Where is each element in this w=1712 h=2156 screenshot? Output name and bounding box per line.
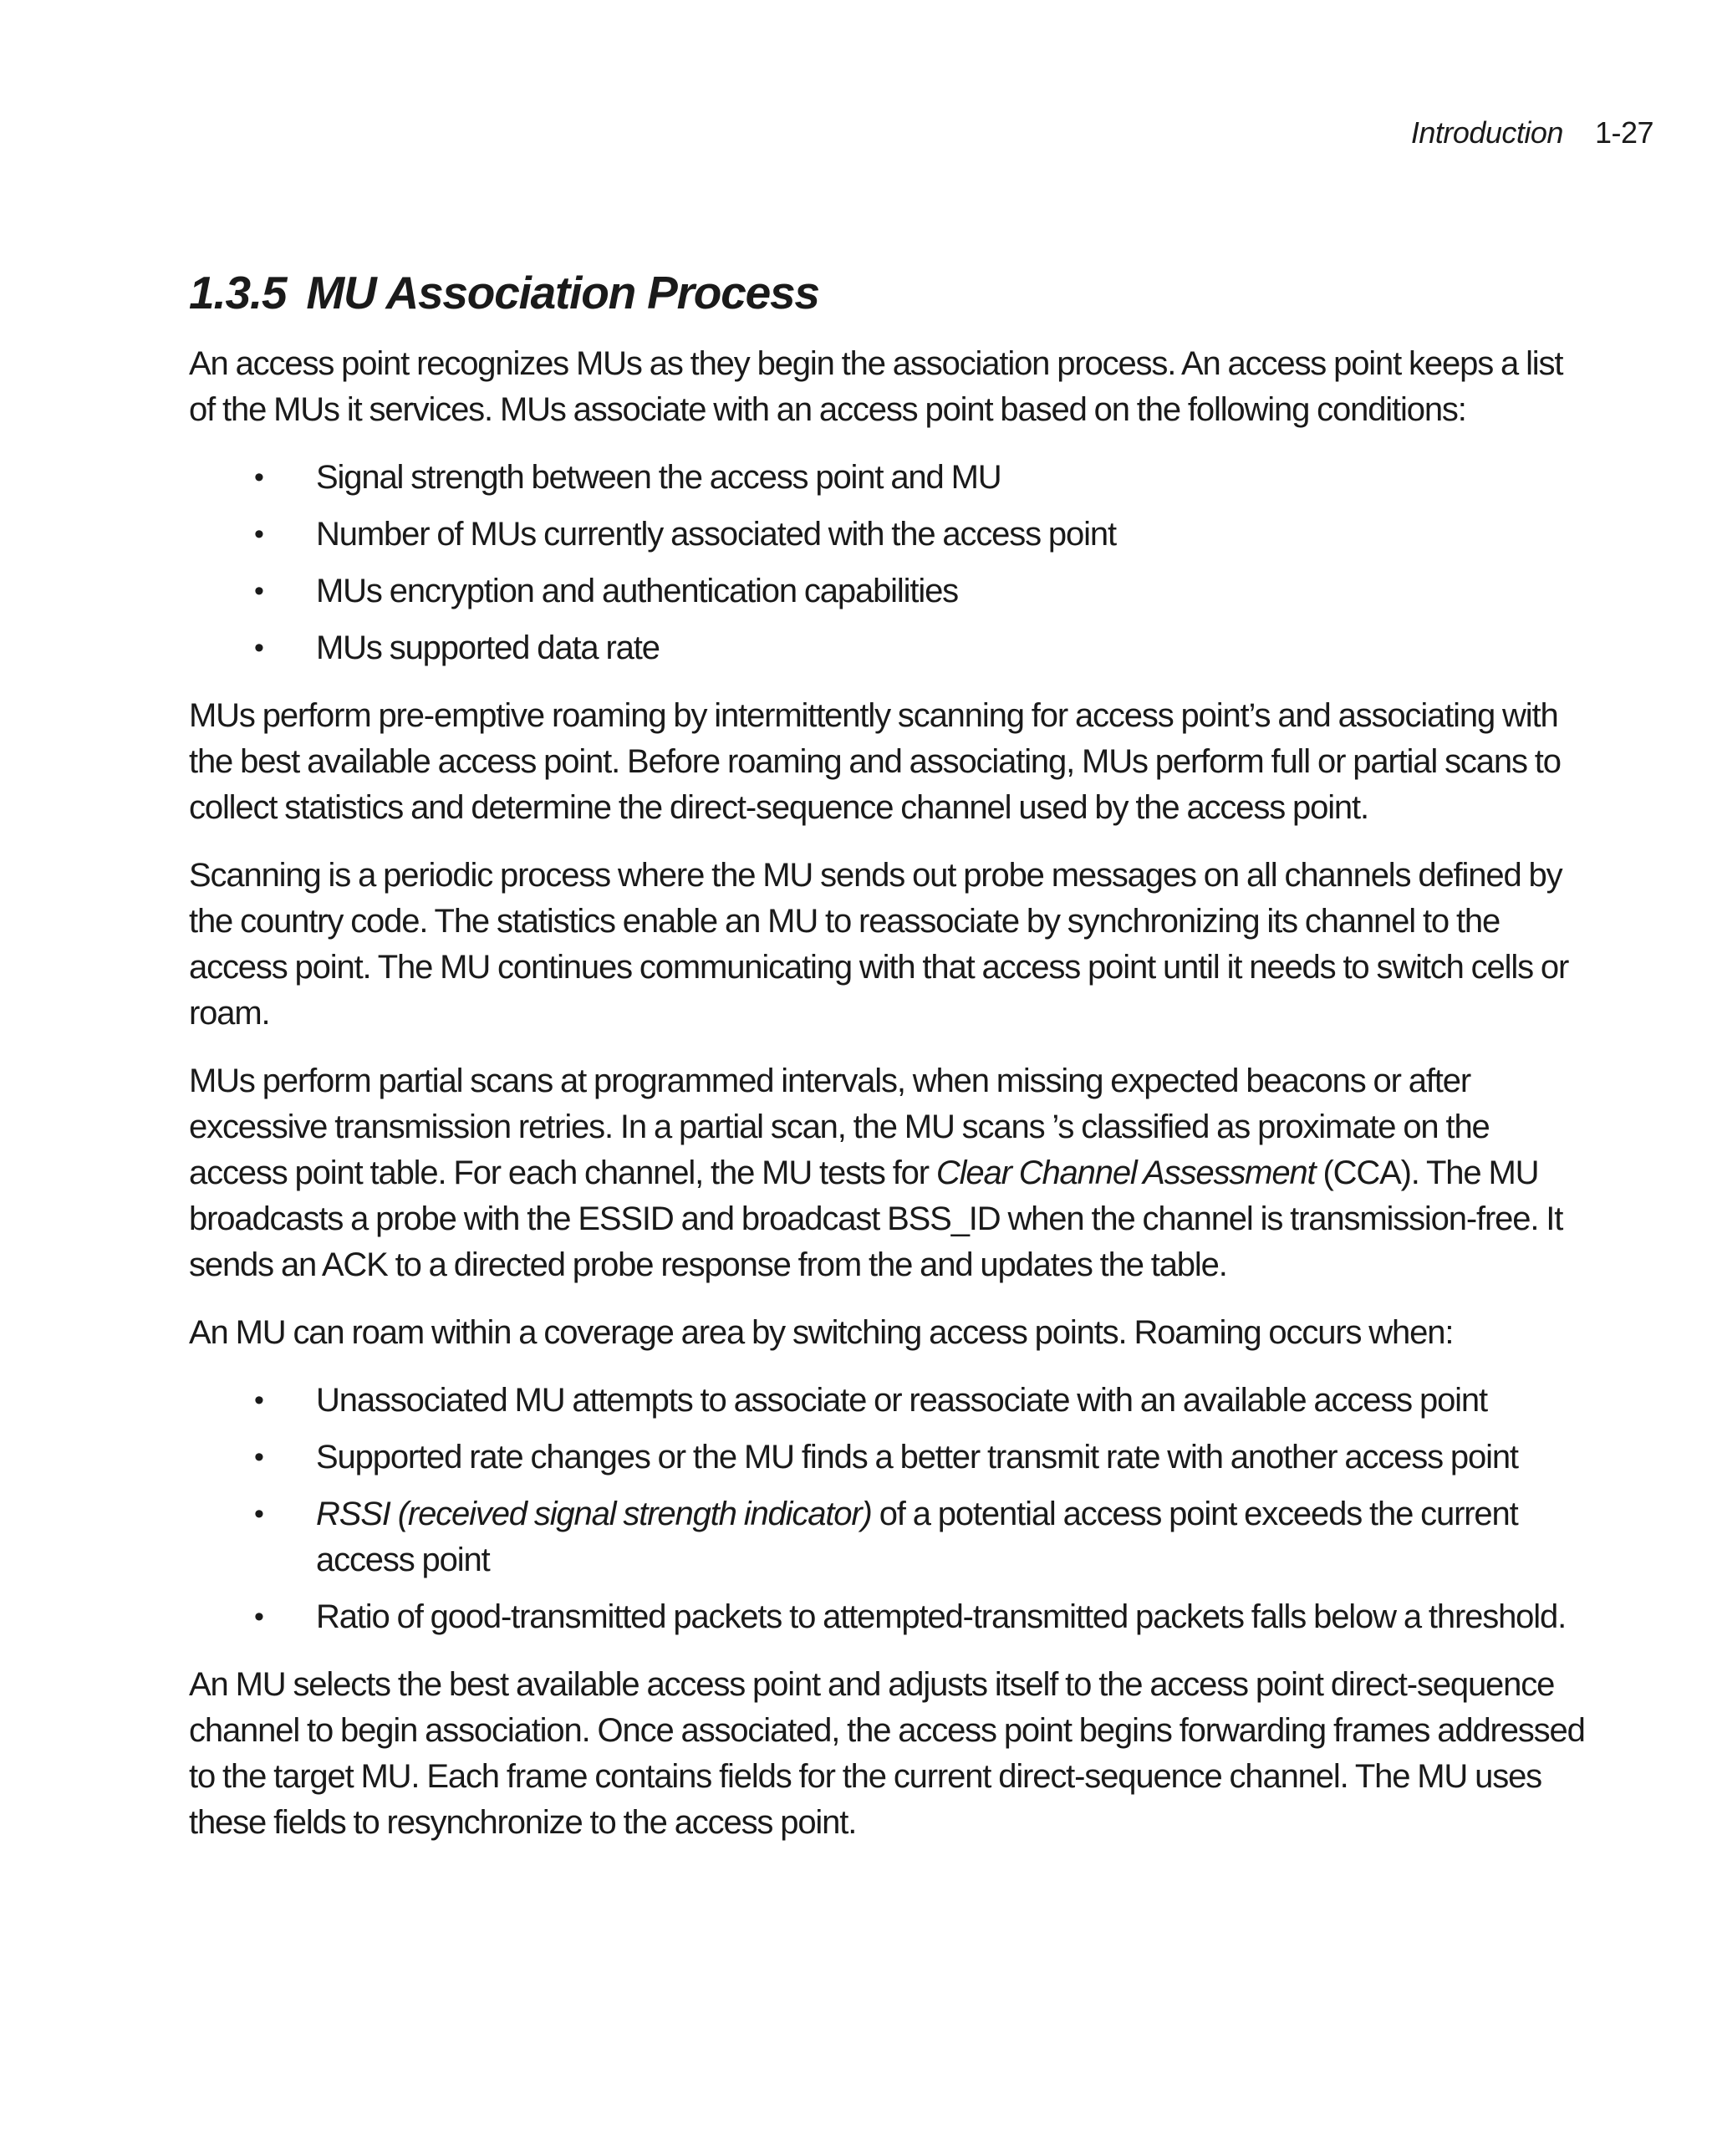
page-body: [189, 266, 1593, 1868]
list-item-text: Unassociated MU attempts to associate or reassociate with an available access point: [316, 1382, 1487, 1419]
partial-scans-text: MUs perform partial scans at programmed intervals, when missing expected beacons or after excessive transmission retries. In a partial scan, the MU scans ’s classified as proximate on the access point table. For each channel, the MU tests for: [189, 1063, 1490, 1191]
section-title: MU Association Process: [306, 267, 819, 319]
list-item-text: of a potential access point exceeds the current access point: [316, 1496, 1518, 1578]
cca-term: Clear Channel Assessment: [935, 1154, 1316, 1191]
list-item-text: MUs supported data rate: [316, 629, 660, 666]
association-conditions-list: [189, 455, 1593, 671]
roaming-conditions-list: [189, 1378, 1593, 1640]
list-item: [189, 1435, 1593, 1481]
paragraph-roaming-intro: An MU can roam within a coverage area by switching access points. Roaming occurs when:: [189, 1314, 1454, 1351]
list-item: [189, 568, 1593, 614]
section-number: 1.3.5: [189, 267, 287, 319]
list-item: [189, 512, 1593, 558]
rssi-term: RSSI (received signal strength indicator): [316, 1496, 872, 1532]
list-item: [189, 1378, 1593, 1424]
list-item: [189, 1491, 1593, 1583]
list-item-text: Supported rate changes or the MU finds a better transmit rate with another access point: [316, 1439, 1518, 1476]
bullet: •: [254, 1384, 263, 1416]
bullet: •: [254, 632, 263, 664]
page-number: 1-27: [1594, 115, 1653, 150]
list-item-text: Number of MUs currently associated with the access point: [316, 516, 1116, 553]
bullet: •: [254, 575, 263, 607]
bullet: •: [254, 1441, 263, 1473]
paragraph-intro: An access point recognizes MUs as they begin the association process. An access point keeps a list of the MUs it services. MUs associate with an access point based on the following conditions:: [189, 345, 1563, 428]
running-header: [1411, 115, 1653, 150]
bullet: •: [254, 1601, 263, 1633]
list-item-text: MUs encryption and authentication capabilities: [316, 573, 959, 609]
list-item-text: Ratio of good-transmitted packets to attempted-transmitted packets falls below a threshold.: [316, 1598, 1567, 1635]
list-item: [189, 625, 1593, 671]
list-item-text: Signal strength between the access point and MU: [316, 459, 1001, 496]
paragraph-preemptive-roaming: MUs perform pre-emptive roaming by intermittently scanning for access point’s and associating with the best available access point. Before roaming and associating, MUs perform full or partial scans to collect statistics and determine the direct-sequence channel used by the access point.: [189, 697, 1561, 826]
paragraph-partial-scans: [189, 1058, 1593, 1288]
list-item: [189, 1594, 1593, 1640]
section-heading: [189, 266, 1593, 319]
header-section-name: Introduction: [1410, 115, 1563, 150]
list-item: [189, 455, 1593, 501]
paragraph-scanning: Scanning is a periodic process where the MU sends out probe messages on all channels defined by the country code. The statistics enable an MU to reassociate by synchronizing its channel to the access point. The MU continues communicating with that access point until it needs to switch cells or roam.: [189, 857, 1569, 1032]
paragraph-association: An MU selects the best available access point and adjusts itself to the access point direct-sequence channel to begin association. Once associated, the access point begins forwarding frames addressed to the target MU. Each frame contains fields for the current direct-sequence channel. The MU uses these fields to resynchronize to the access point.: [189, 1666, 1585, 1841]
partial-scans-text-cont: (CCA). The MU broadcasts a probe with the ESSID and broadcast BSS_ID when the channel is transmission-free. It sends an ACK to a directed probe response from the and updates the table.: [189, 1154, 1563, 1283]
bullet: •: [254, 518, 263, 550]
bullet: •: [254, 461, 263, 493]
bullet: •: [254, 1498, 263, 1530]
